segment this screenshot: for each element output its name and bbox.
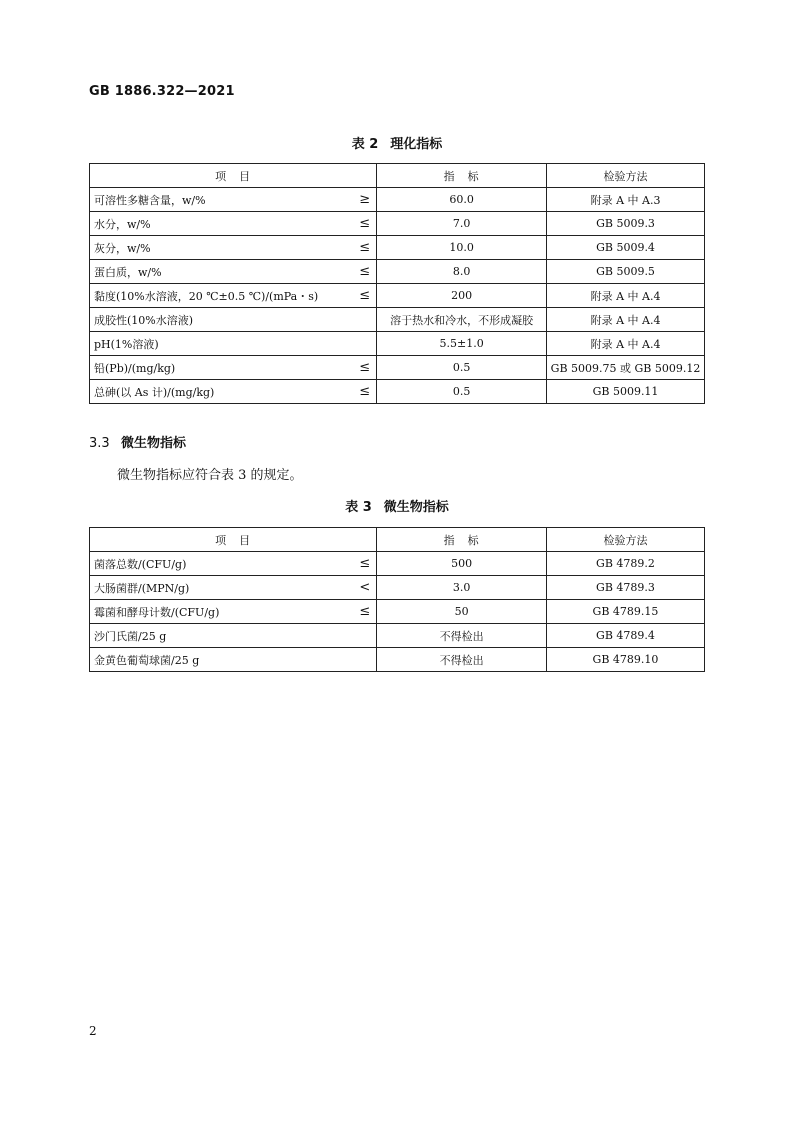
table-row (90, 648, 705, 672)
item-label: 灰分，w/% (94, 241, 151, 255)
table-header-row (90, 164, 705, 188)
method-cell: GB 4789.10 (546, 648, 704, 672)
comparison-operator: ≤ (359, 384, 371, 399)
column-header-value: 指 标 (377, 164, 547, 188)
item-label: 大肠菌群/(MPN/g) (94, 581, 190, 595)
item-cell (90, 236, 377, 260)
value-cell: 7.0 (377, 212, 547, 236)
section-heading (89, 432, 186, 451)
item-label: 成胶性(10%水溶液) (94, 313, 194, 327)
value-cell: 溶于热水和冷水，不形成凝胶 (377, 308, 547, 332)
item-label: 金黄色葡萄球菌/25 g (94, 653, 200, 667)
method-cell: GB 4789.4 (546, 624, 704, 648)
table-row (90, 624, 705, 648)
table-row (90, 236, 705, 260)
table-row (90, 308, 705, 332)
table2-caption-number: 表 2 (351, 137, 379, 152)
item-cell (90, 648, 377, 672)
column-header-value: 指 标 (377, 528, 547, 552)
item-label: 水分，w/% (94, 217, 151, 231)
method-cell: GB 5009.3 (547, 212, 705, 236)
microbiological-table (89, 527, 705, 672)
table2-caption-title: 理化指标 (390, 137, 443, 152)
section-title: 微生物指标 (121, 436, 187, 451)
item-cell (90, 284, 377, 308)
method-cell: GB 4789.2 (546, 552, 704, 576)
item-label: 黏度(10%水溶液，20 ℃±0.5 ℃)/(mPa・s) (94, 289, 319, 303)
comparison-operator: ≤ (359, 264, 371, 279)
value-cell: 0.5 (377, 356, 547, 380)
comparison-operator: ≥ (359, 192, 371, 207)
comparison-operator: ≤ (359, 556, 371, 571)
table-row (90, 552, 705, 576)
section-number: 3.3 (89, 436, 110, 451)
comparison-operator: ≤ (359, 240, 371, 255)
method-cell: 附录 A 中 A.4 (547, 332, 705, 356)
item-label: 沙门氏菌/25 g (94, 629, 167, 643)
item-cell (90, 576, 377, 600)
table3-caption-title: 微生物指标 (383, 500, 449, 515)
item-cell (90, 212, 377, 236)
comparison-operator: < (359, 580, 371, 595)
table-row (90, 260, 705, 284)
table3-caption-number: 表 3 (345, 500, 372, 515)
column-header-item: 项 目 (90, 164, 377, 188)
item-label: 蛋白质，w/% (94, 265, 162, 279)
table-row (90, 188, 705, 212)
table3-caption (89, 496, 705, 515)
value-cell: 5.5±1.0 (377, 332, 547, 356)
table2-caption (89, 133, 705, 152)
item-label: 铅(Pb)/(mg/kg) (94, 361, 176, 375)
value-cell: 3.0 (377, 576, 547, 600)
method-cell: GB 4789.3 (546, 576, 704, 600)
table-row (90, 576, 705, 600)
method-cell: GB 5009.75 或 GB 5009.12 (547, 356, 705, 380)
method-cell: 附录 A 中 A.4 (547, 284, 705, 308)
item-label: 可溶性多糖含量，w/% (94, 193, 206, 207)
item-cell (90, 356, 377, 380)
item-cell (90, 624, 377, 648)
item-label: 总砷(以 As 计)/(mg/kg) (94, 385, 215, 399)
value-cell: 不得检出 (377, 624, 547, 648)
item-cell (90, 600, 377, 624)
value-cell: 500 (377, 552, 547, 576)
value-cell: 200 (377, 284, 547, 308)
item-cell (90, 380, 377, 404)
item-cell (90, 332, 377, 356)
item-cell (90, 308, 377, 332)
physicochemical-table (89, 163, 705, 404)
value-cell: 不得检出 (377, 648, 547, 672)
table-row (90, 356, 705, 380)
item-label: 菌落总数/(CFU/g) (94, 557, 187, 571)
comparison-operator: ≤ (359, 360, 371, 375)
column-header-method: 检验方法 (546, 528, 704, 552)
table-row (90, 332, 705, 356)
method-cell: GB 5009.4 (547, 236, 705, 260)
table-row (90, 284, 705, 308)
comparison-operator: ≤ (359, 604, 371, 619)
method-cell: GB 5009.5 (547, 260, 705, 284)
section-paragraph: 微生物指标应符合表 3 的规定。 (117, 468, 303, 483)
value-cell: 60.0 (377, 188, 547, 212)
item-label: pH(1%溶液) (94, 337, 159, 351)
method-cell: 附录 A 中 A.4 (547, 308, 705, 332)
item-cell (90, 552, 377, 576)
value-cell: 10.0 (377, 236, 547, 260)
value-cell: 8.0 (377, 260, 547, 284)
value-cell: 0.5 (377, 380, 547, 404)
page-number: 2 (89, 1024, 97, 1038)
column-header-item: 项 目 (90, 528, 377, 552)
method-cell: 附录 A 中 A.3 (547, 188, 705, 212)
comparison-operator: ≤ (359, 216, 371, 231)
item-cell (90, 188, 377, 212)
table-header-row (90, 528, 705, 552)
item-label: 霉菌和酵母计数/(CFU/g) (94, 605, 220, 619)
value-cell: 50 (377, 600, 547, 624)
table-row (90, 600, 705, 624)
column-header-method: 检验方法 (547, 164, 705, 188)
table-row (90, 212, 705, 236)
method-cell: GB 4789.15 (546, 600, 704, 624)
table-row (90, 380, 705, 404)
item-cell (90, 260, 377, 284)
method-cell: GB 5009.11 (547, 380, 705, 404)
document-number: GB 1886.322—2021 (89, 84, 235, 99)
comparison-operator: ≤ (359, 288, 371, 303)
